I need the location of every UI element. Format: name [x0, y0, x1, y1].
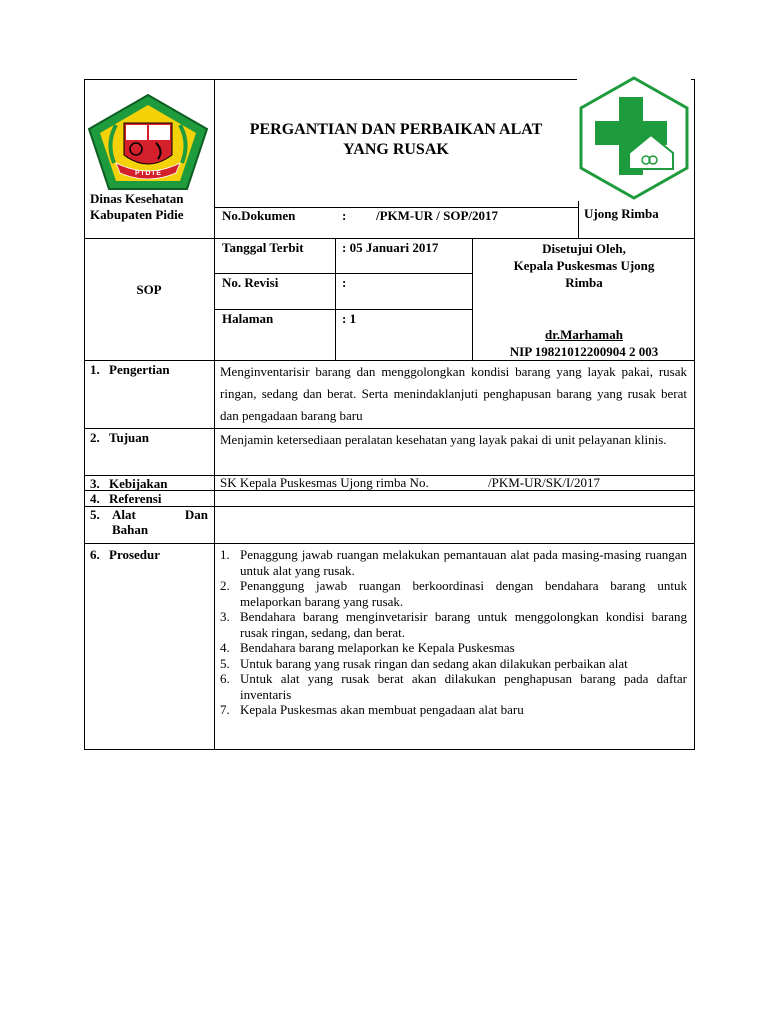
prosedur-label	[90, 547, 160, 563]
alat-num: 5.	[90, 507, 100, 522]
referensi-title: Referensi	[109, 491, 162, 506]
revisi-value: :	[342, 275, 347, 290]
border-left	[84, 79, 85, 750]
title-line2: YANG RUSAK	[343, 141, 449, 158]
prosedur-step: 4. Bendahara barang melaporkan ke Kepala Puskesmas	[220, 640, 515, 655]
pengertian-label	[90, 362, 170, 378]
pidie-logo	[86, 93, 210, 191]
prosedur-step: 6. Untuk alat yang rusak berat akan dilakukan penghapusan barang pada daftar inventaris	[220, 671, 687, 702]
alat-label	[90, 507, 208, 537]
halaman-value: : 1	[342, 311, 357, 326]
halaman-label: Halaman	[222, 311, 274, 326]
approval-line1: Disetujui Oleh,	[542, 241, 626, 256]
line-info-col3	[472, 238, 473, 360]
pengertian-text: Menginventarisir barang dan menggolongkan kondisi barang yang layak pakai, rusak ringan, sedang dan berat. Serta menindaklanjuti penghapusan barang yang rusak berat dan pengadaan barang baru	[220, 364, 687, 423]
kebijakan-num: 3.	[90, 476, 100, 491]
line-header-bottom	[84, 238, 695, 239]
kebijakan-label	[90, 476, 168, 492]
puskesmas-logo	[577, 75, 691, 201]
approval-line2: Kepala Puskesmas Ujong	[513, 258, 655, 273]
title-line1: PERGANTIAN DAN PERBAIKAN ALAT	[249, 121, 543, 138]
tujuan-num: 2.	[90, 430, 100, 445]
line-info-col2	[335, 238, 336, 360]
pengertian-num: 1.	[90, 362, 100, 377]
divider-main	[214, 79, 215, 750]
referensi-num: 4.	[90, 491, 100, 506]
approval-block	[474, 240, 694, 291]
prosedur-num: 6.	[90, 547, 100, 562]
tujuan-label	[90, 430, 149, 446]
line-row-prosedur	[84, 543, 695, 544]
prosedur-step: 5. Untuk barang yang rusak ringan dan sedang akan dilakukan perbaikan alat	[220, 655, 628, 671]
alat-word-a: Alat	[112, 507, 136, 522]
tujuan-title: Tujuan	[109, 430, 149, 445]
pengertian-title: Pengertian	[109, 362, 170, 377]
nodokumen-label: No.Dokumen	[222, 208, 296, 223]
border-right	[694, 79, 695, 750]
tanggal-label: Tanggal Terbit	[222, 240, 304, 255]
alat-word-c: Bahan	[112, 522, 149, 537]
org-name-line1: Dinas Kesehatan	[90, 191, 184, 206]
alat-word-b: Dan	[184, 507, 208, 522]
line-info-row1	[214, 273, 472, 274]
referensi-label	[90, 491, 161, 507]
approver-block	[474, 326, 694, 360]
prosedur-step: 3. Bendahara barang menginvetarisir barang untuk menggolongkan kondisi barang rusak ringan, sedang, dan berat.	[220, 609, 687, 640]
kebijakan-text-a: SK Kepala Puskesmas Ujong rimba No.	[220, 475, 429, 490]
tanggal-value: : 05 Januari 2017	[342, 240, 439, 255]
nodokumen-value: /PKM-UR / SOP/2017	[376, 208, 499, 223]
kebijakan-text-b: /PKM-UR/SK/I/2017	[488, 475, 600, 490]
prosedur-list	[220, 547, 687, 718]
approver-nip: NIP 19821012200904 2 003	[509, 344, 659, 359]
prosedur-step: 7. Kepala Puskesmas akan membuat pengadaan alat baru	[220, 702, 524, 717]
kebijakan-title: Kebijakan	[109, 476, 168, 491]
org-name-line2: Kabupaten Pidie	[90, 207, 184, 222]
prosedur-step: 2. Penanggung jawab ruangan berkoordinasi dengan bendahara barang untuk melaporkan barang yang rusak.	[220, 578, 687, 609]
approval-line3: Rimba	[565, 275, 603, 290]
org-name	[90, 191, 184, 223]
border-bottom	[84, 749, 695, 750]
right-label: Ujong Rimba	[584, 206, 659, 221]
line-info-row2	[214, 309, 472, 310]
logo-ribbon-text: P I D I E	[135, 170, 161, 177]
prosedur-title: Prosedur	[109, 547, 161, 562]
tujuan-text: Menjamin ketersediaan peralatan kesehatan yang layak pakai di unit pelayanan klinis.	[220, 432, 667, 447]
document-title	[222, 120, 570, 160]
prosedur-step: 1. Penaggung jawab ruangan melakukan pemantauan alat pada masing-masing ruangan untuk alat yang rusak.	[220, 547, 687, 578]
approver-name: dr.Marhamah	[545, 327, 623, 342]
nodokumen-sep: :	[342, 208, 347, 223]
revisi-label: No. Revisi	[222, 275, 279, 290]
sop-label: SOP	[136, 282, 162, 297]
